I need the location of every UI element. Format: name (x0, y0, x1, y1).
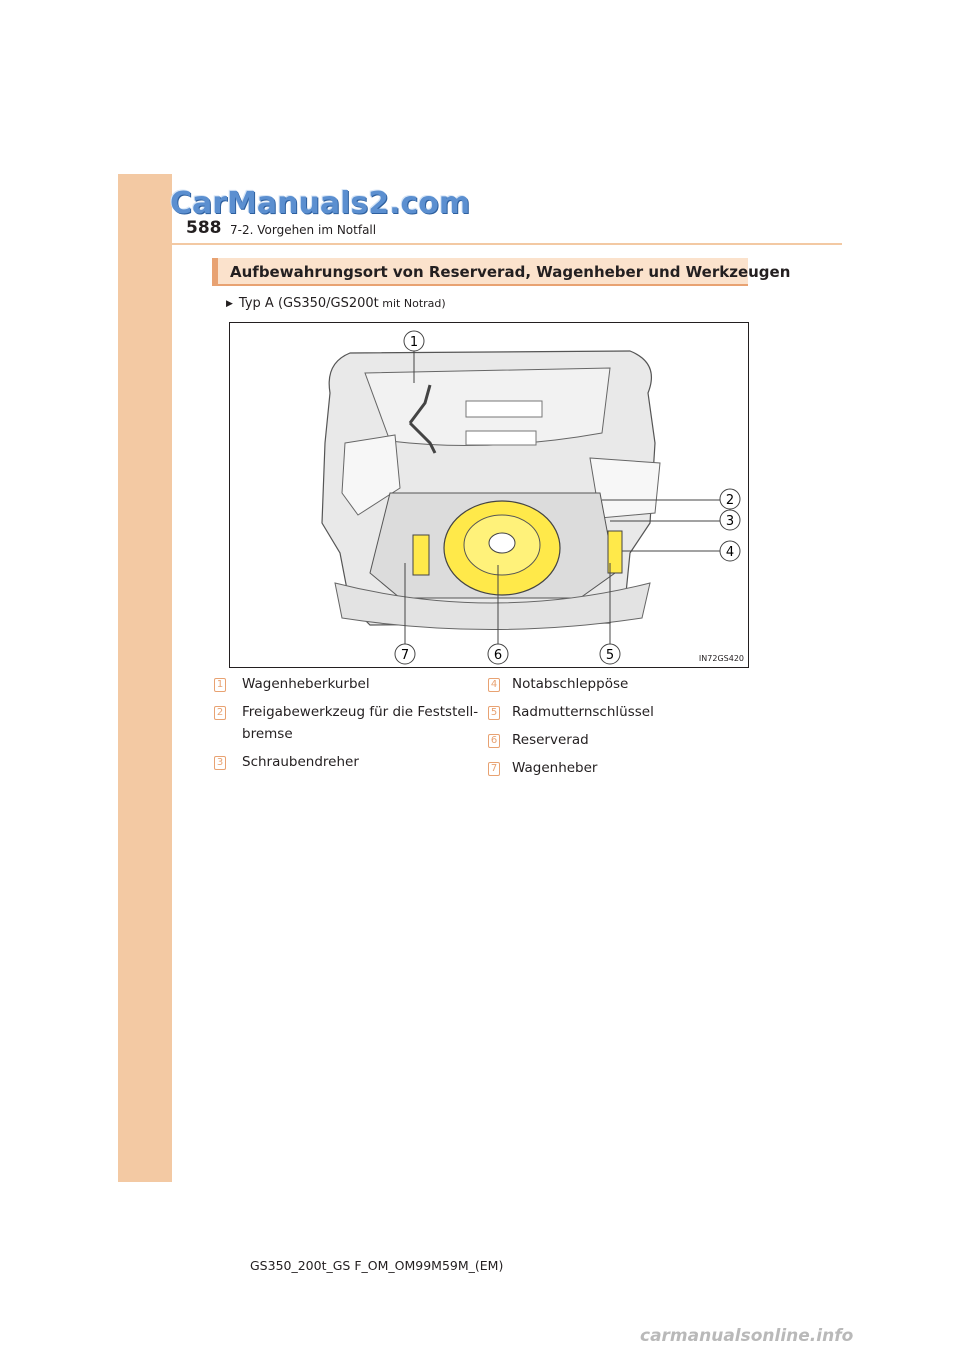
footer-watermark: carmanualsonline.info (640, 1326, 854, 1346)
legend-number-badge: 7 (488, 762, 500, 776)
callout-2 (720, 489, 740, 509)
legend-number-badge: 1 (214, 678, 226, 692)
svg-text:1: 1 (409, 335, 419, 350)
callout-7 (395, 644, 415, 664)
trunk-illustration (229, 322, 749, 668)
type-line (226, 296, 446, 311)
legend-item: Freigabewerkzeug für die Feststell- (242, 704, 479, 720)
svg-text:5: 5 (605, 648, 615, 663)
legend-item: Wagenheber (512, 760, 598, 776)
legend-number-badge: 2 (214, 706, 226, 720)
side-band (118, 174, 172, 1182)
callout-3 (720, 510, 740, 530)
callout-1 (404, 331, 424, 351)
figure-code: IN72GS420 (698, 654, 744, 663)
page-number: 588 (186, 218, 222, 238)
legend-item-continuation: bremse (242, 726, 293, 742)
section-heading-box (212, 258, 791, 286)
footer-document-code: GS350_200t_GS F_OM_OM99M59M_(EM) (250, 1258, 504, 1273)
section-title: 7-2. Vorgehen im Notfall (230, 223, 377, 237)
legend-number-badge: 5 (488, 706, 500, 720)
callout-6 (488, 644, 508, 664)
triangle-bullet-icon: ▶ (226, 299, 233, 309)
legend-item: Schraubendreher (242, 754, 359, 770)
legend-item: Notabschleppöse (512, 676, 629, 692)
callout-5 (600, 644, 620, 664)
svg-text:2: 2 (725, 493, 735, 508)
svg-text:4: 4 (725, 545, 735, 560)
legend-item: Wagenheberkurbel (242, 676, 370, 692)
svg-text:3: 3 (725, 514, 735, 529)
type-suffix: mit Notrad) (378, 297, 446, 310)
watermark-logo: CarManuals2.com (170, 186, 471, 221)
section-heading: Aufbewahrungsort von Reserverad, Wagenheber und Werkzeugen (230, 263, 791, 281)
svg-text:7: 7 (400, 648, 410, 663)
type-label: Typ A (GS350/GS200t (238, 296, 379, 311)
legend-item: Radmutternschlüssel (512, 704, 654, 720)
trunk-drawing (230, 323, 748, 667)
legend-item: Reserverad (512, 732, 589, 748)
legend-number-badge: 3 (214, 756, 226, 770)
callout-4 (720, 541, 740, 561)
legend-number-badge: 4 (488, 678, 500, 692)
legend-number-badge: 6 (488, 734, 500, 748)
header-divider (172, 243, 842, 245)
svg-text:6: 6 (493, 648, 503, 663)
